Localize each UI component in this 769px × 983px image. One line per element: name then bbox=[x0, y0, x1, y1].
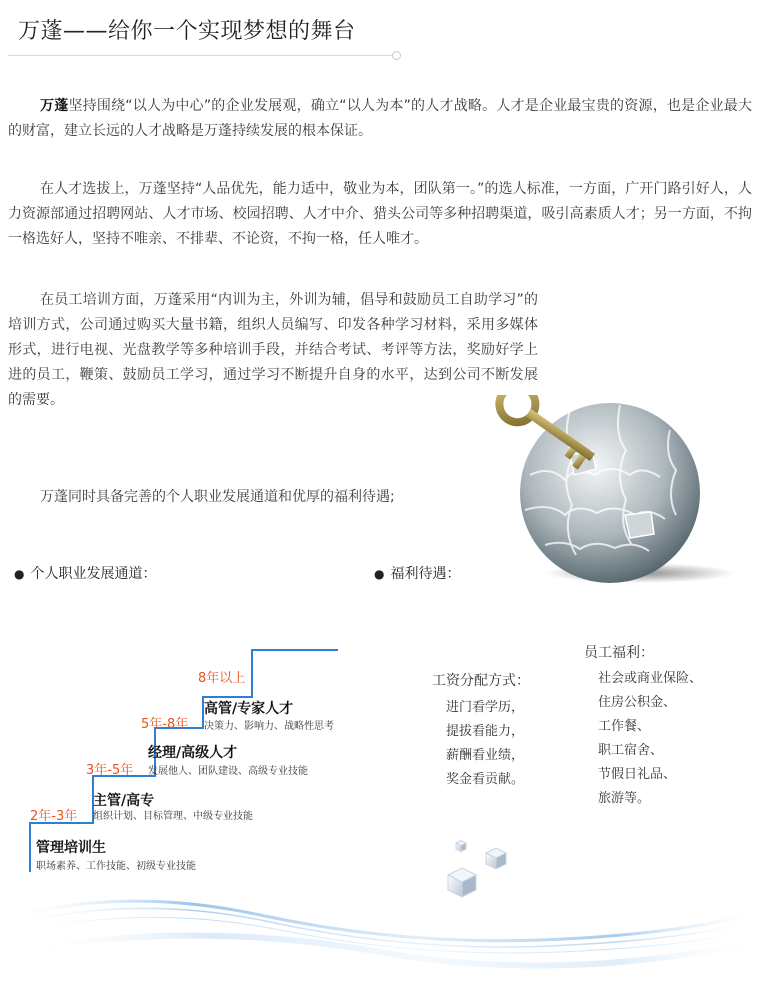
career-path-diagram bbox=[20, 640, 350, 884]
salary-list bbox=[446, 696, 524, 792]
salary-heading: 工资分配方式： bbox=[432, 673, 530, 689]
list-item: 旅游等。 bbox=[598, 791, 651, 806]
bullet-icon: ● bbox=[374, 567, 385, 581]
stage-2-years: 3年-5年 bbox=[86, 763, 134, 778]
welfare-list bbox=[598, 667, 702, 811]
title-divider bbox=[8, 55, 393, 56]
list-item: 职工宿舍、 bbox=[598, 743, 664, 758]
summary-paragraph: 万蓬同时具备完善的个人职业发展通道和优厚的福利待遇; bbox=[40, 489, 395, 505]
career-path-label: 个人职业发展通道： bbox=[30, 566, 157, 582]
list-item: 进门看学历， bbox=[446, 700, 525, 715]
puzzle-globe-icon bbox=[470, 395, 740, 594]
wave-decoration bbox=[0, 880, 769, 983]
career-path-heading bbox=[14, 563, 156, 583]
stage-1-desc: 职场素养、工作技能、初级专业技能 bbox=[36, 861, 196, 872]
stage-4-years: 8年以上 bbox=[198, 671, 246, 686]
list-item: 奖金看贡献。 bbox=[446, 772, 525, 787]
welfare-label: 福利待遇： bbox=[390, 566, 461, 582]
career-staircase-line bbox=[30, 650, 338, 872]
intro-paragraph-1 bbox=[8, 94, 752, 144]
bullet-icon: ● bbox=[14, 567, 25, 581]
list-item: 节假日礼品、 bbox=[598, 767, 677, 782]
stage-1-years: 2年-3年 bbox=[30, 809, 78, 824]
list-item: 住房公积金、 bbox=[598, 695, 677, 710]
page-title: 万蓬——给你一个实现梦想的舞台 bbox=[18, 19, 356, 44]
list-item: 工作餐、 bbox=[598, 719, 651, 734]
list-item: 提拔看能力， bbox=[446, 724, 525, 739]
training-paragraph: 在员工培训方面，万蓬采用“内训为主，外训为辅，倡导和鼓励员工自助学习”的培训方式，公司通过购买大量书籍，组织人员编写、印发各种学习材料，采用多媒体形式，进行电视、光盘教学等多种培训手段，并结合考试、考评等方法，奖励好学上进的员工，鞭策、鼓励员工学习，通过学习不断提升自身的水平，达到公司不断发展的需要。 bbox=[8, 292, 538, 408]
stage-3-years: 5年-8年 bbox=[141, 717, 189, 732]
stage-1-title: 管理培训生 bbox=[36, 840, 106, 856]
brand-name: 万蓬 bbox=[40, 98, 69, 114]
stage-4-desc: 决策力、影响力、战略性思考 bbox=[204, 721, 334, 732]
stage-2-desc-visible: 组织计划、目标管理、中级专业技能 bbox=[93, 811, 253, 822]
stage-3-desc: 发展他人、团队建设、高级专业技能 bbox=[148, 766, 308, 777]
welfare-heading bbox=[374, 563, 460, 583]
stage-3-title: 经理/高级人才 bbox=[148, 745, 238, 761]
intro-paragraph-2: 在人才选拔上，万蓬坚持“人品优先，能力适中，敬业为本，团队第一。”的选人标准，一方面，广开门路引好人，人力资源部通过招聘网站、人才市场、校园招聘、人才中介、猎头公司等多种招聘渠道，吸引高素质人才；另一方面，不拘一格选好人，坚持不唯亲、不排辈、不论资，不拘一格，任人唯才。 bbox=[8, 181, 752, 247]
employee-welfare-heading: 员工福利： bbox=[584, 645, 654, 661]
title-divider-dot bbox=[392, 51, 401, 60]
stage-4-title: 高管/专家人才 bbox=[204, 701, 294, 717]
list-item: 社会或商业保险、 bbox=[598, 671, 703, 686]
intro-paragraph-1-text: 坚持围绕“以人为中心”的企业发展观，确立“以人为本”的人才战略。人才是企业最宝贵的资源，也是企业最大的财富，建立长远的人才战略是万蓬持续发展的根本保证。 bbox=[8, 98, 753, 139]
stage-2-title: 主管/高专 bbox=[93, 793, 155, 809]
list-item: 薪酬看业绩， bbox=[446, 748, 525, 763]
